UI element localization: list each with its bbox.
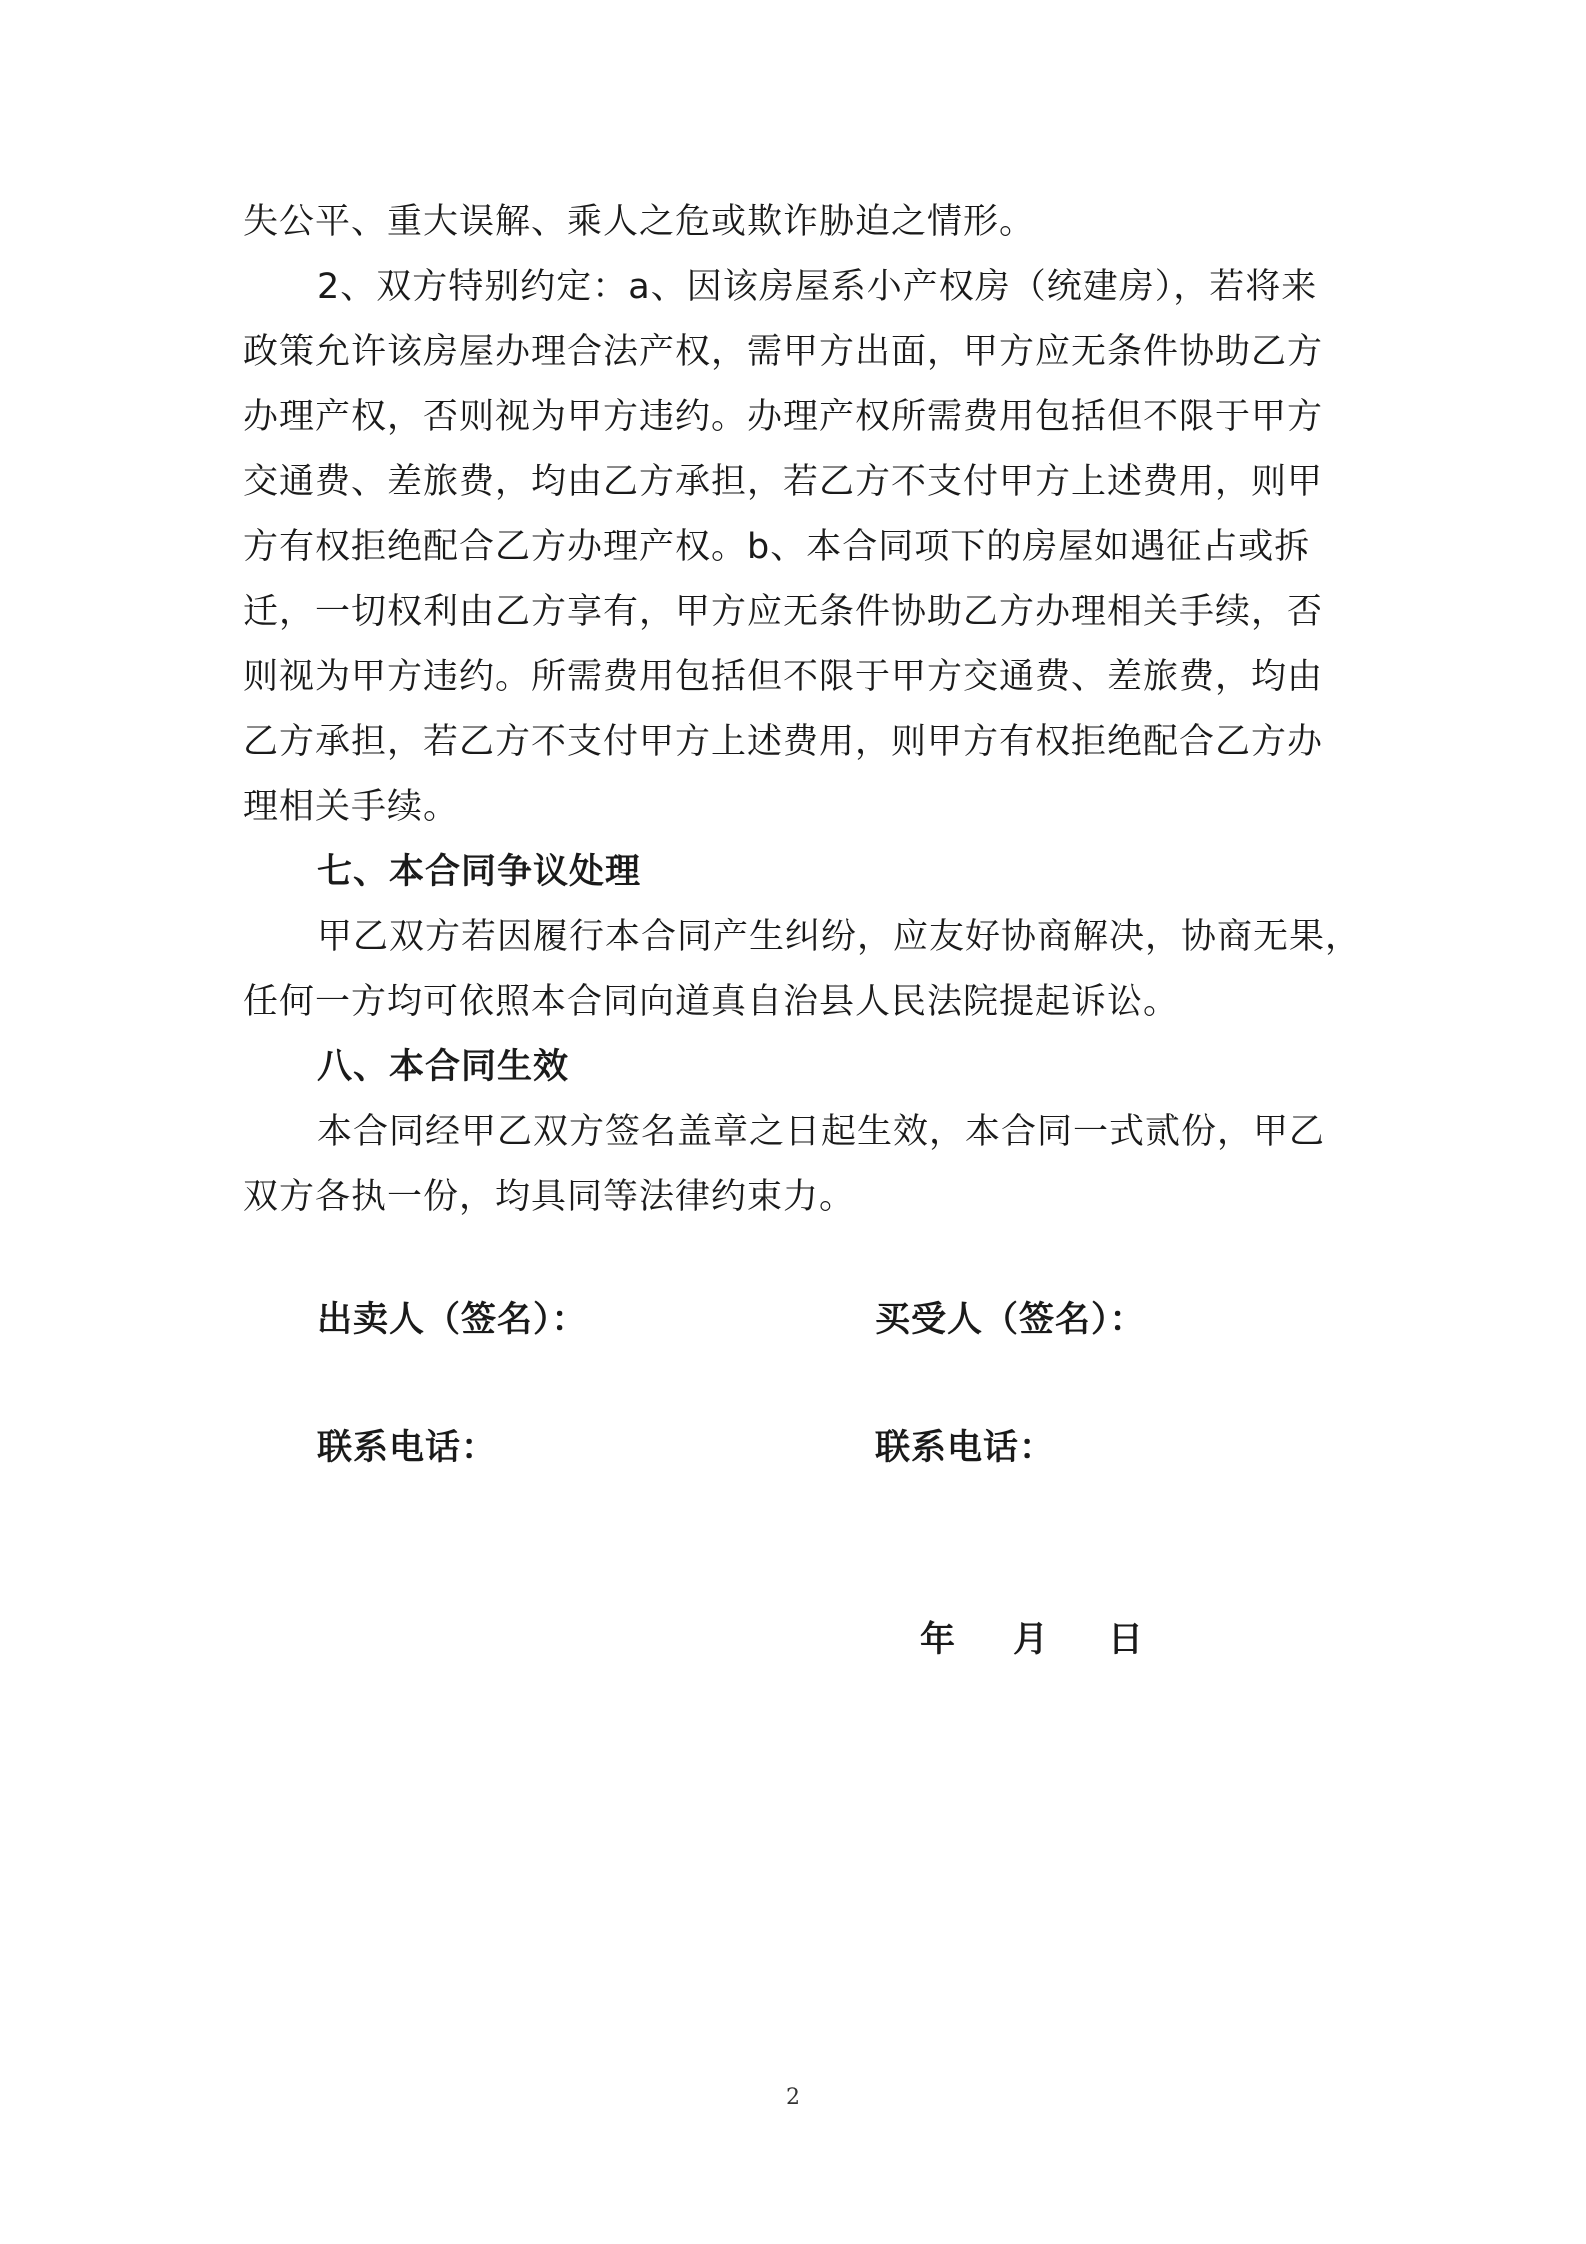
paragraph-line: 办理产权，否则视为甲方违约。办理产权所需费用包括但不限于甲方 bbox=[243, 397, 1324, 437]
paragraph-line: 任何一方均可依照本合同向道真自治县人民法院提起诉讼。 bbox=[243, 982, 1180, 1022]
contract-body bbox=[243, 190, 1362, 1230]
section-heading-effective: 八、本合同生效 bbox=[317, 1047, 570, 1087]
date-month-label: 月 bbox=[1013, 1620, 1049, 1660]
paragraph-line: 方有权拒绝配合乙方办理产权。b、本合同项下的房屋如遇征占或拆 bbox=[243, 527, 1311, 567]
paragraph-line: 甲乙双方若因履行本合同产生纠纷，应友好协商解决，协商无果， bbox=[317, 917, 1362, 957]
paragraph-line: 失公平、重大误解、乘人之危或欺诈胁迫之情形。 bbox=[243, 202, 1036, 242]
date-year-label: 年 bbox=[920, 1620, 956, 1660]
paragraph-line: 迁，一切权利由乙方享有，甲方应无条件协助乙方办理相关手续，否 bbox=[243, 592, 1324, 632]
paragraph-line: 理相关手续。 bbox=[243, 787, 460, 827]
seller-signature-label: 出卖人（签名）： bbox=[317, 1300, 588, 1340]
paragraph-line: 双方各执一份，均具同等法律约束力。 bbox=[243, 1177, 856, 1217]
paragraph-line: 则视为甲方违约。所需费用包括但不限于甲方交通费、差旅费，均由 bbox=[243, 657, 1324, 697]
section-heading-dispute: 七、本合同争议处理 bbox=[317, 852, 642, 892]
paragraph-line: 交通费、差旅费，均由乙方承担，若乙方不支付甲方上述费用，则甲 bbox=[243, 462, 1324, 502]
buyer-phone-label: 联系电话： bbox=[875, 1428, 1056, 1468]
paragraph-line: 政策允许该房屋办理合法产权，需甲方出面，甲方应无条件协助乙方 bbox=[243, 332, 1324, 372]
date-day-label: 日 bbox=[1108, 1620, 1144, 1660]
paragraph-line: 乙方承担，若乙方不支付甲方上述费用，则甲方有权拒绝配合乙方办 bbox=[243, 722, 1324, 762]
paragraph-line: 2、双方特别约定：a、因该房屋系小产权房（统建房），若将来 bbox=[317, 267, 1318, 307]
buyer-signature-label: 买受人（签名）： bbox=[875, 1300, 1146, 1340]
seller-phone-label: 联系电话： bbox=[317, 1428, 498, 1468]
page-number: 2 bbox=[786, 2085, 800, 2110]
paragraph-line: 本合同经甲乙双方签名盖章之日起生效，本合同一式贰份，甲乙 bbox=[317, 1112, 1326, 1152]
